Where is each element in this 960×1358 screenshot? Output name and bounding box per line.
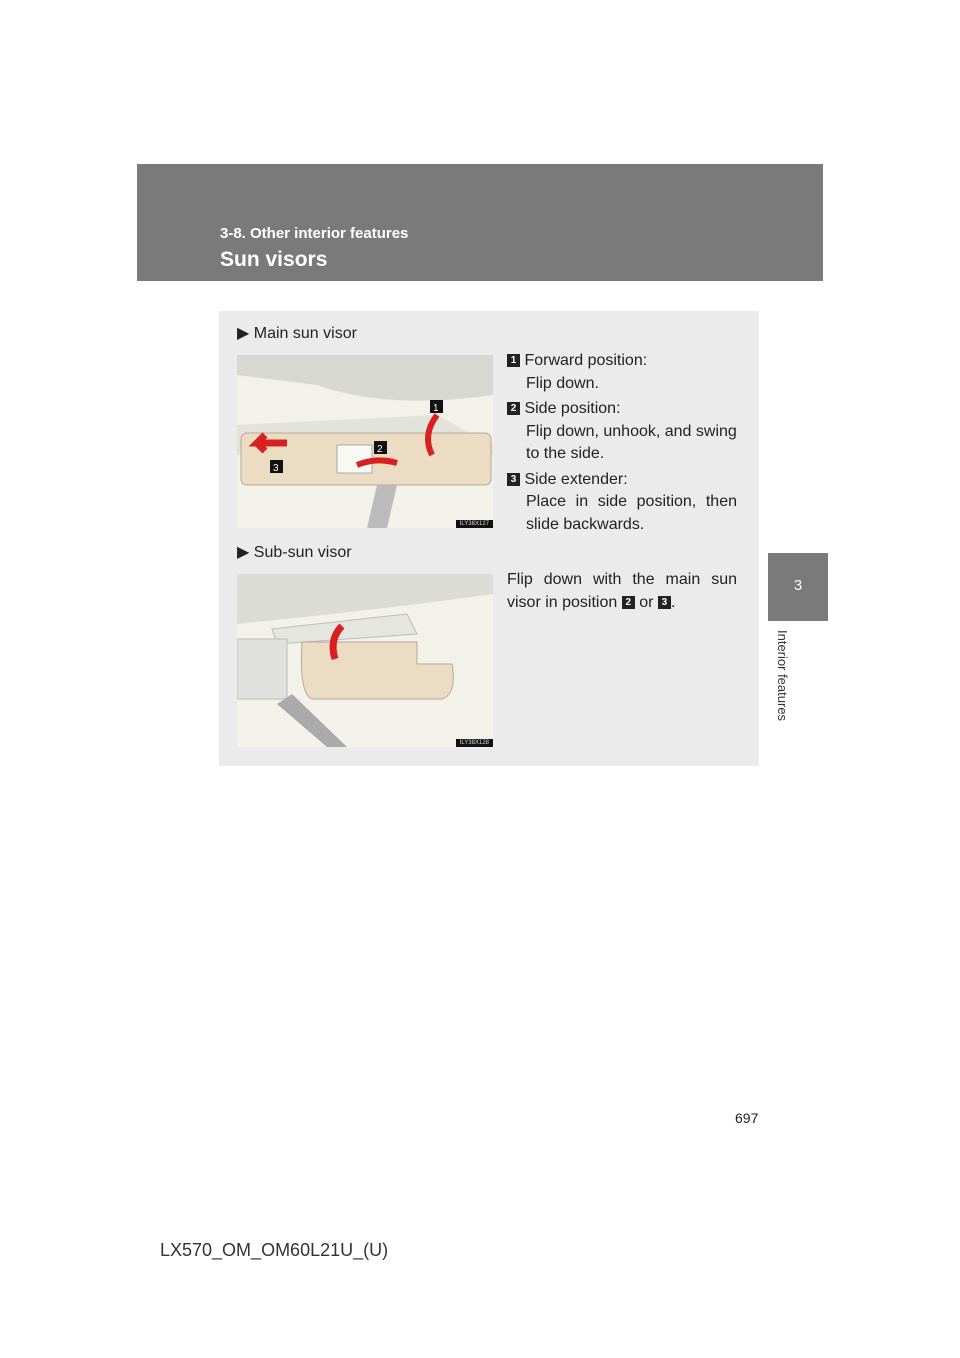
step-number-badge: 3 <box>658 596 671 609</box>
step-1 <box>507 350 737 395</box>
main-visor-steps <box>507 350 737 536</box>
step-desc: Flip down. <box>526 374 599 392</box>
step-title: Side position: <box>524 400 621 417</box>
triangle-bullet-icon: ▶ <box>237 544 250 561</box>
step-title: Side extender: <box>524 470 628 488</box>
heading-text: Sub-sun visor <box>253 544 352 561</box>
triangle-bullet-icon: ▶ <box>237 325 250 342</box>
step-desc: Place in side position, then slide backwards. <box>526 493 737 533</box>
sub-visor-drawing <box>237 574 493 747</box>
svg-text:3: 3 <box>273 463 279 474</box>
step-number-badge: 1 <box>507 354 520 367</box>
section-header <box>137 164 823 281</box>
or-text: or <box>639 593 654 611</box>
document-code: LX570_OM_OM60L21U_(U) <box>160 1240 389 1260</box>
content-box <box>219 311 759 766</box>
section-label: 3-8. Other interior features <box>220 225 409 242</box>
svg-text:1: 1 <box>433 403 439 414</box>
step-number-badge: 2 <box>507 402 520 415</box>
heading-text: Main sun visor <box>253 325 357 342</box>
page-title: Sun visors <box>220 248 328 271</box>
svg-text:2: 2 <box>377 444 383 455</box>
period-text: . <box>670 593 676 611</box>
main-visor-illustration <box>237 355 493 528</box>
sub-visor-heading <box>237 542 352 562</box>
sub-visor-illustration <box>237 574 493 747</box>
sun-visor-drawing <box>237 355 493 528</box>
image-code: ILY38X128 <box>456 739 493 747</box>
step-number-badge: 3 <box>507 473 520 486</box>
step-3 <box>507 469 737 537</box>
instruction-text: Flip down with the main sun visor in position <box>507 571 737 611</box>
step-2 <box>507 398 737 466</box>
step-desc: Flip down, unhook, and swing to the side. <box>526 422 737 462</box>
chapter-tab[interactable]: 3 <box>768 553 828 621</box>
sub-visor-text <box>507 569 737 614</box>
page-number: 697 <box>735 1110 759 1126</box>
step-number-badge: 2 <box>622 596 635 609</box>
chapter-label: Interior features <box>775 630 790 722</box>
step-title: Forward position: <box>524 352 648 369</box>
main-visor-heading <box>237 323 357 343</box>
image-code: ILY38X127 <box>456 520 493 528</box>
